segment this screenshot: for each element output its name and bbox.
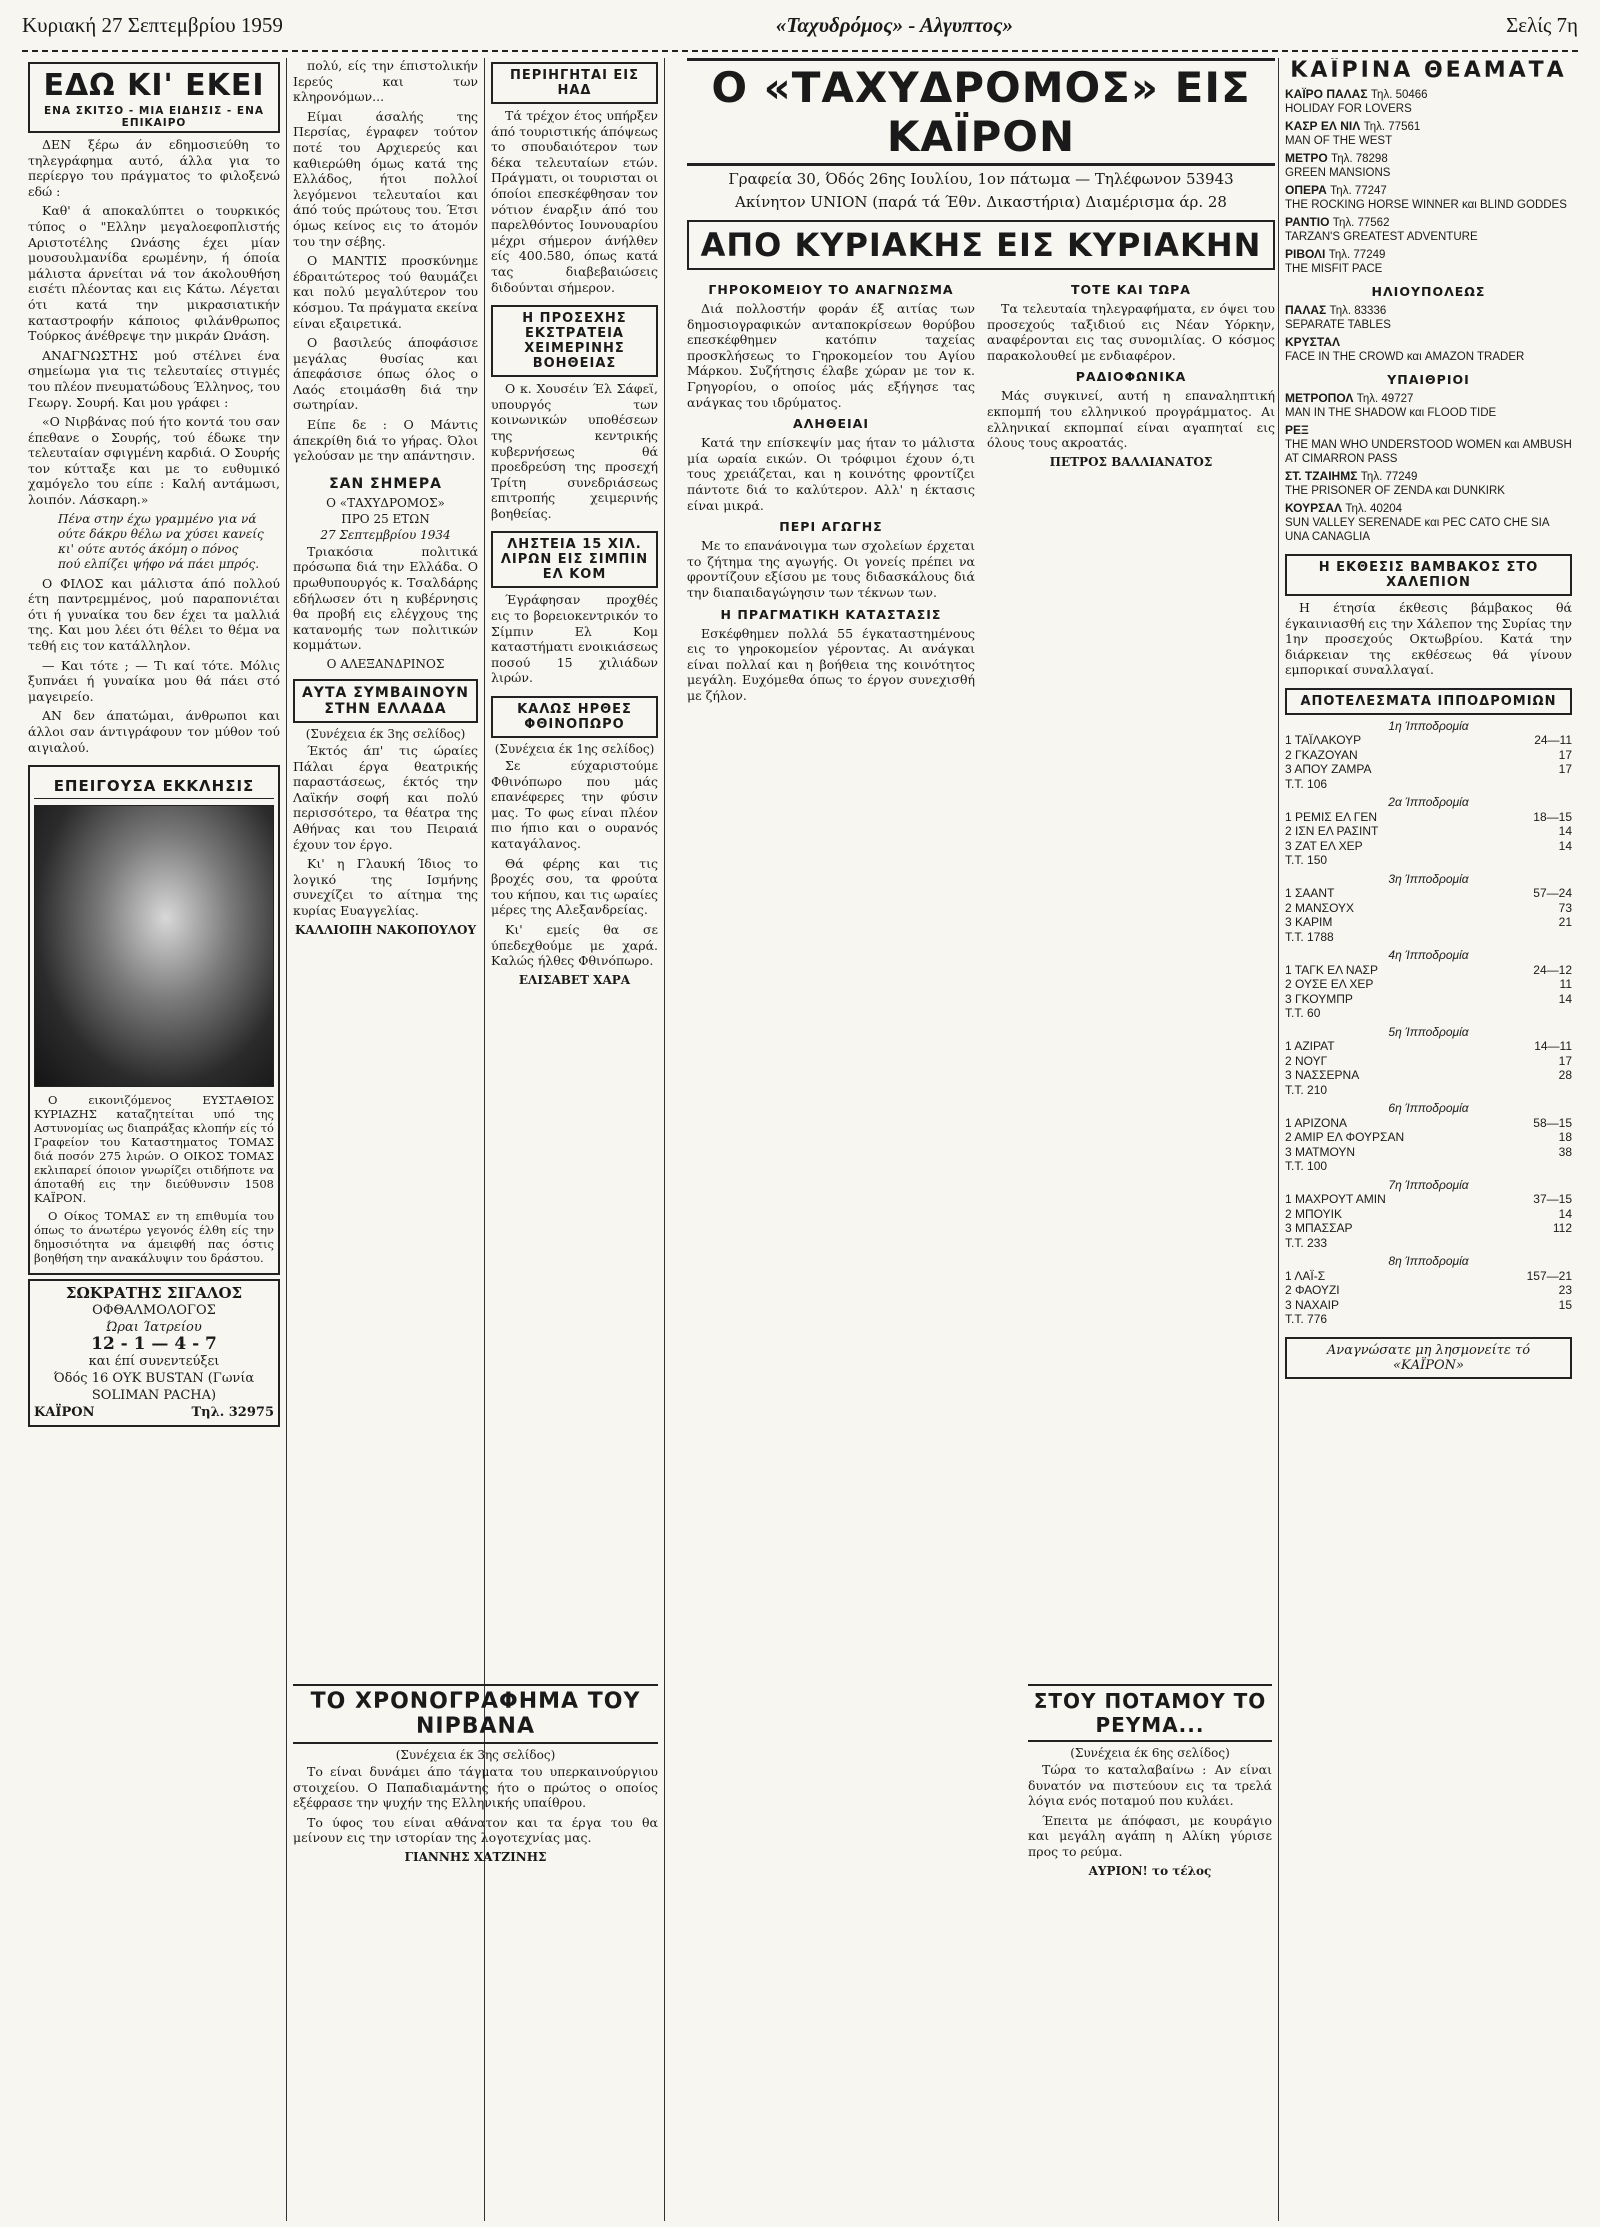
today-date: 27 Σεπτεμβρίου 1934 xyxy=(320,527,451,542)
poem xyxy=(28,512,280,572)
column-cinema xyxy=(1279,58,1578,2221)
ad-address: Όδός 16 ΟΥΚ BUSTAN (Γωνία SOLIMAN PACHA) xyxy=(53,1371,255,1404)
race-odds: 17 xyxy=(1558,762,1572,777)
race-odds: 17 xyxy=(1558,1053,1572,1068)
cinema-tel: Τηλ. 77561 xyxy=(1363,121,1421,133)
race-odds: 37—15 xyxy=(1533,1192,1572,1207)
race-horse: Τ.Τ. 210 xyxy=(1285,1082,1328,1097)
cinema-tel: Τηλ. 78298 xyxy=(1331,153,1388,165)
race-row xyxy=(1285,733,1572,748)
cinema-name-row xyxy=(1285,183,1572,198)
race-horse: 2 ΑΜΙΡ ΕΛ ΦΟΥΡΣΑΝ xyxy=(1285,1130,1405,1145)
article-paragraph: Έγράφησαν προχθές εις το βορειοκεντρικόν το Σίμπιν Ελ Κομ καταστήματι ενοικιάσεως ποσού 15 χιλιάδων λιρών. xyxy=(491,592,658,686)
article-paragraph: Διά πολλοστήν φοράν έξ αιτίας των δημοσιογραφικών ανταποκρίσεων θορύβου επεσκέφθημεν κατόπιν ταχείας προσκλήσεως το Γηροκομείον του Αγίου Μάρκου. Συζήτησις έλαβε χώραν με τον κ. Γρηγορίου, ο οποίος μάς εξήγησε τας ανάγκας του ιδρύματος. xyxy=(687,301,975,410)
article-paragraph: Ο ΦΙΛΟΣ και μάλιστα άπό πολλού έτη παντρεμμένος, μού παραπονιέται ότι ή γυναίκα του δεν έχει τα μαλλιά της. Και μου λέει ότι θέλει το θέμα να τεθή εις τον κατάλληλον. xyxy=(28,575,280,654)
race-odds: 11 xyxy=(1559,977,1572,992)
cinema-name: ΚΡΥΣΤΑΛ xyxy=(1285,335,1340,349)
race-heading: 3η Ίπποδρομία xyxy=(1388,871,1469,886)
section-heading: ΓΗΡΟΚΟΜΕΙΟΥ ΤΟ ΑΝΑΓΝΩΣΜΑ xyxy=(708,282,954,297)
race-odds: 14 xyxy=(1558,838,1572,853)
cinema-entry xyxy=(1285,303,1572,332)
race-row xyxy=(1285,1298,1572,1313)
article-paragraph: Τά τρέχον έτος υπήρξεν άπό τουριστικής άπόψεως το σπουδαιότερον των δέκα τελευταίων ετών. Πράγματι, οι τουρισται οι όποίοι επεσκέφθησαν τον νότιον έναρξιν άπό του παρελθόντος Ιουνουαρίου μέχρι σήμερον άνήλθεν είς 400.580, όπως κατά τας διαβεβαιώσεις διδούνται σήμερον. xyxy=(491,108,658,295)
cinema-name: ΡΕΞ xyxy=(1285,423,1309,437)
race-row xyxy=(1285,1207,1572,1222)
article-paragraph: Ο εικονιζόμενος ΕΥΣΤΑΘΙΟΣ ΚΥΡΙΑΖΗΣ καταζητείται υπό της Αστυνομίας ως διαπράξας κλοπήν είς τό Γραφείον του Καταστηματος ΤΟΜΑΣ διά ποσόν 275 λιρών. Ο ΟΙΚΟΣ ΤΟΜΑΣ εκλιπαρεί όποιον γνωρίζει οτιδήποτε να άποταθή εις την διεύθυνσιν 1508 ΚΑΪΡΟΝ. xyxy=(34,1093,274,1206)
cinema-film: MAN IN THE SHADOW και FLOOD TIDE xyxy=(1285,407,1497,419)
article-paragraph: πολύ, είς την έπιστολικήν Ιερεύς και των κληρονόμων... xyxy=(293,58,478,105)
cinema-entry xyxy=(1285,183,1572,212)
race-heading: 4η Ίπποδρομία xyxy=(1388,948,1469,963)
race-horse: 2 ΦΑΟΥΖΙ xyxy=(1285,1283,1340,1298)
today-sub2: ΠΡΟ 25 ΕΤΩΝ xyxy=(341,511,430,526)
race-horse: 3 ΝΑΣΣΕΡΝΑ xyxy=(1285,1068,1360,1083)
masthead-line2: Ακίνητον UNION (παρά τά Έθν. Δικαστήρια) Διαμέρισμα άρ. 28 xyxy=(735,193,1227,211)
race-odds: 58—15 xyxy=(1533,1115,1572,1130)
section-heading: ΡΑΔΙΟΦΩΝΙΚΑ xyxy=(1075,369,1187,385)
race-row xyxy=(1285,1006,1572,1021)
article-paragraph: Το ύφος του είναι αθάνατον και τα έργα του θα μείνουν εις την ιστορίαν της λογοτεχνίας μας. xyxy=(293,1814,658,1846)
cinema-entry xyxy=(1285,391,1572,420)
today-sub1: Ο «ΤΑΧΥΔΡΟΜΟΣ» xyxy=(326,495,445,510)
race-horse: 3 ΚΑΡΙΜ xyxy=(1285,915,1333,930)
article-paragraph: Τριακόσια πολιτικά πρόσωπα διά την Ελλάδα. Ο πρωθυπουργός κ. Τσαλδάρης εδήλωσεν ότι η κυβέρνησις θα προβή εις ελέγχους της κατανομής των πολιτικών κομμάτων. xyxy=(293,543,478,653)
race-odds: 14 xyxy=(1558,991,1572,1006)
race-horse: 2 ΟΥΣΕ ΕΛ ΧΕΡ xyxy=(1285,977,1374,992)
ad-role: ΟΦΘΑΛΜΟΛΟΓΟΣ xyxy=(92,1303,216,1319)
race-horse: 2 ΙΣΝ ΕΛ ΡΑΣΙΝΤ xyxy=(1285,824,1379,839)
ad-tel: Τηλ. 32975 xyxy=(191,1405,274,1421)
article-signature: ΕΛΙΣΑΒΕΤ ΧΑΡΑ xyxy=(518,972,631,987)
ad-hours: 12 - 1 — 4 - 7 xyxy=(91,1334,217,1355)
outdoor-title: ΥΠΑΙΘΡΙΟΙ xyxy=(1387,372,1470,387)
article-paragraph: Η έτησία έκθεσις βάμβακος θά έγκαινιασθή εις την Χάλεπον της Συρίας την 1ην προσεχούς Οκτωβρίου. Κατά την διάρκειαν της εκθέσεως θά γίνουν εμπορικαί συναλλαγαί. xyxy=(1285,600,1572,678)
race-row xyxy=(1285,1083,1572,1098)
cinema-name-row xyxy=(1285,247,1572,262)
race-odds: 112 xyxy=(1552,1221,1572,1236)
race-horse: Τ.Τ. 1788 xyxy=(1285,929,1334,944)
race-horse: Τ.Τ. 233 xyxy=(1285,1235,1328,1250)
race-horse: 3 ΓΚΟΥΜΠΡ xyxy=(1285,991,1353,1006)
cinema-name-row xyxy=(1285,215,1572,230)
race-heading: 7η Ίπποδρομία xyxy=(1388,1177,1469,1192)
cinema-name-row xyxy=(1285,335,1572,350)
cinema-film: FACE IN THE CROWD και AMAZON TRADER xyxy=(1285,351,1525,363)
cinema-tel: Τηλ. 49727 xyxy=(1356,393,1414,405)
cinema-tel: Τηλ. 77249 xyxy=(1328,249,1386,261)
race-heading: 5η Ίπποδρομία xyxy=(1388,1024,1469,1039)
ad-name: ΣΩΚΡΑΤΗΣ ΣΙΓΑΛΟΣ xyxy=(65,1284,243,1303)
race-horse: 1 ΜΑΧΡΟΥΤ ΑΜΙΝ xyxy=(1285,1192,1386,1207)
cinema-name-row xyxy=(1285,87,1572,102)
sunday-title: ΑΠΟ ΚΥΡΙΑΚΗΣ ΕΙΣ ΚΥΡΙΑΚΗΝ xyxy=(687,220,1275,270)
article-paragraph: Με το επανάνοιγμα των σχολείων έρχεται το ζήτημα της αγωγής. Οι γονείς πρέπει να φροντίζουν εξίσου με τους διδασκάλους διά την διαπαιδαγώγησιν των τέκνων των. xyxy=(687,538,975,600)
article-paragraph: «Ο Νιρβάνας πού ήτο κοντά του σαν έπεθανε ο Σουρής, τού έδωκε την τελευταίαν σφιγμένη καρδιά. Ο Σουρής τον κύτταξε και με το ευθυμικό χαμόγελο του είπε : Καλή αντάμωσι, λοιπόν. Λάσκαρη.» xyxy=(28,414,280,508)
cinema-name: ΚΑΣΡ ΕΛ ΝΙΛ xyxy=(1285,119,1364,133)
suspect-photo xyxy=(34,805,274,1087)
cinema-entry xyxy=(1285,423,1572,466)
cinema-name: ΡΙΒΟΛΙ xyxy=(1285,247,1329,261)
race-row xyxy=(1285,1145,1572,1160)
race-row xyxy=(1285,886,1572,901)
cinema-tel: Τηλ. 77249 xyxy=(1360,471,1418,483)
race-odds: 38 xyxy=(1558,1144,1572,1159)
outdoor-list xyxy=(1285,391,1572,544)
article-paragraph: Ο κ. Χουσέιν Έλ Σάφεϊ, υπουργός των κοινωνικών υποθέσεων της κεντρικής κυβερνήσεως θά προεδρεύση της προσεχή Τρίτη συνεδριάσεως επιτροπής χειμερινής βοηθείας. xyxy=(491,381,658,521)
cinema-name-row xyxy=(1285,303,1572,318)
race-row xyxy=(1285,1192,1572,1207)
cinema-film: TARZAN'S GREATEST ADVENTURE xyxy=(1285,231,1478,243)
race-row xyxy=(1285,1312,1572,1327)
race-horse: 1 ΤΑΓΚ ΕΛ ΝΑΣΡ xyxy=(1285,962,1378,977)
header-page: Σελίς 7η xyxy=(1506,12,1578,37)
section-heading: ΤΟΤΕ ΚΑΙ ΤΩΡΑ xyxy=(1071,282,1191,297)
article-paragraph: ΔΕΝ ξέρω άν εδημοσιεύθη το τηλεγράφημα αυτό, άλλα για το περίεργο του πράγματος το φιλοξενώ εδώ : xyxy=(28,137,280,199)
river-title: ΣΤΟΥ ΠΟΤΑΜΟΥ ΤΟ ΡΕΥΜΑ... xyxy=(1028,1684,1272,1742)
section-heading: ΠΕΡΙ ΑΓΩΓΗΣ xyxy=(779,519,883,535)
greece-article-title: ΑΥΤΑ ΣΥΜΒΑΙΝΟΥΝ ΣΤΗΝ ΕΛΛΑΔΑ xyxy=(301,685,470,717)
race-horse: 3 ΜΠΑΣΣΑΡ xyxy=(1285,1221,1353,1236)
robbery-title: ΛΗΣΤΕΙΑ 15 ΧΙΛ. ΛΙΡΩΝ ΕΙΣ ΣΙΜΠΙΝ ΕΛ ΚΟΜ xyxy=(500,537,649,583)
page-header xyxy=(22,0,1578,52)
races-title: ΑΠΟΤΕΛΕΣΜΑΤΑ ΙΠΠΟΔΡΟΜΙΩΝ xyxy=(1300,693,1557,709)
winter-aid-title: Η ΠΡΟΣΕΧΗΣ ΕΚΣΤΡΑΤΕΙΑ ΧΕΙΜΕΡΙΝΗΣ ΒΟΗΘΕΙΑΣ xyxy=(522,311,627,372)
columns xyxy=(22,58,1578,2221)
race-odds: 21 xyxy=(1558,915,1572,930)
article-paragraph: Ο ΜΑΝΤΙΣ προσκύνημε έδραιτώτερος τού θαυμάζει και πολύ μεγαλύτερον του κόσμου. Τα πράγματα εκείνα είναι εξαιρετικά. xyxy=(293,253,478,331)
cinema-name: ΜΕΤΡΟΠΟΛ xyxy=(1285,391,1357,405)
edo-subtitle: ΕΝΑ ΣΚΙΤΣΟ - ΜΙΑ ΕΙΔΗΣΙΣ - ΕΝΑ ΕΠΙΚΑΙΡΟ xyxy=(43,105,265,129)
race-heading: 6η Ίπποδρομία xyxy=(1388,1101,1469,1116)
tourists-title: ΠΕΡΙΗΓΗΤΑΙ ΕΙΣ ΗΑΔ xyxy=(509,68,640,98)
race-row xyxy=(1285,1221,1572,1236)
helio-list xyxy=(1285,303,1572,364)
article-signature: ΠΕΤΡΟΣ ΒΑΛΛΙΑΝΑΤΟΣ xyxy=(1049,454,1213,469)
race-horse: 1 ΑΖΙΡΑΤ xyxy=(1285,1039,1335,1054)
cinema-film: THE MAN WHO UNDERSTOOD WOMEN και AMBUSH AT CIMARRON PASS xyxy=(1285,439,1572,465)
race-horse: 1 ΤΑΪΛΑΚΟΥΡ xyxy=(1285,733,1362,748)
cinema-name: ΡΑΝΤΙΟ xyxy=(1285,215,1333,229)
race-row xyxy=(1285,762,1572,777)
cinema-entry xyxy=(1285,469,1572,498)
cinema-entry xyxy=(1285,335,1572,364)
race-row xyxy=(1285,853,1572,868)
autumn-title: ΚΑΛΩΣ ΗΡΘΕΣ ΦΘΙΝΟΠΩΡΟ xyxy=(517,702,632,733)
continuation-note: (Συνέχεια έκ 3ης σελίδος) xyxy=(305,727,466,741)
cinema-name: ΣΤ. ΤΖΑΙΗΜΣ xyxy=(1285,469,1361,483)
race-row xyxy=(1285,1130,1572,1145)
race-horse: 2 ΜΠΟΥΙΚ xyxy=(1285,1206,1342,1221)
poem-line: Πένα στην έχω γραμμένο για νά xyxy=(58,511,257,526)
cinema-name-row xyxy=(1285,423,1572,438)
race-odds: 14 xyxy=(1558,1206,1572,1221)
section-heading: Η ΠΡΑΓΜΑΤΙΚΗ ΚΑΤΑΣΤΑΣΙΣ xyxy=(720,606,942,622)
poem-line: πού ελπίζει ψήφο νά πάει μπρός. xyxy=(58,556,260,571)
cinema-name: ΚΟΥΡΣΑΛ xyxy=(1285,501,1346,515)
urgent-appeal-box xyxy=(28,765,280,1275)
race-results xyxy=(1285,719,1572,1327)
race-row xyxy=(1285,930,1572,945)
poem-line: ούτε δάκρυ θέλω να χύσει κανείς xyxy=(58,526,264,541)
race-horse: 3 ΑΠΟΥ ΖΑΜΡΑ xyxy=(1285,762,1372,777)
column-rule xyxy=(664,58,665,2221)
cinema-tel: Τηλ. 77247 xyxy=(1330,185,1387,197)
race-horse: 3 ΜΑΤΜΟΥΝ xyxy=(1285,1144,1356,1159)
article-paragraph: — Και τότε ; — Τι καί τότε. Μόλις ξυπνάει ή γυναίκα μου θά πάει στό μαγειρείο. xyxy=(28,657,280,704)
race-row xyxy=(1285,810,1572,825)
cinema-name-row xyxy=(1285,119,1572,134)
cinema-tel: Τηλ. 50466 xyxy=(1370,89,1428,101)
article-paragraph: Τώρα το καταλαβαίνω : Αν είναι δυνατόν να πιστεύουν εις τα τρελά λόγια ενός ποταμού που κυλάει. xyxy=(1028,1762,1272,1809)
race-row xyxy=(1285,1039,1572,1054)
race-row xyxy=(1285,1068,1572,1083)
doctor-ad xyxy=(28,1279,280,1427)
cinema-name-row xyxy=(1285,391,1572,406)
article-paragraph: Ο Οίκος ΤΟΜΑΣ εν τη επιθυμία του όπως το άνωτέρω γεγονός έλθη είς την δημοσιότητα να άμειφθή πας όστις βοηθήση την ανακάλυψιν του δράστου. xyxy=(34,1209,274,1266)
race-horse: Τ.Τ. 776 xyxy=(1285,1312,1328,1327)
header-date: Κυριακή 27 Σεπτεμβρίου 1959 xyxy=(22,12,283,37)
article-signature: ΓΙΑΝΝΗΣ ΧΑΤΖΙΝΗΣ xyxy=(404,1849,547,1864)
race-row xyxy=(1285,1159,1572,1174)
article-paragraph: Σε εύχαριστούμε Φθινόπωρο που μάς επανέφερες την φύσιν μας. Το φως είναι πλέον πιο ήπιο και ο ουρανός καταγάλανος. xyxy=(491,758,658,851)
continuation-note: (Συνέχεια έκ 1ης σελίδος) xyxy=(494,742,655,757)
race-odds: 24—11 xyxy=(1534,733,1572,748)
race-heading: 2α Ίπποδρομία xyxy=(1388,795,1469,810)
race-horse: 1 ΡΕΜΙΣ ΕΛ ΓΕΝ xyxy=(1285,809,1378,824)
cinema-entry xyxy=(1285,151,1572,180)
cinema-entry xyxy=(1285,87,1572,116)
race-row xyxy=(1285,748,1572,763)
race-horse: 3 ΝΑΧΑΙΡ xyxy=(1285,1297,1340,1312)
section-heading: ΑΛΗΘΕΙΑΙ xyxy=(793,416,869,432)
race-row xyxy=(1285,901,1572,916)
cinema-film: GREEN MANSIONS xyxy=(1285,167,1391,179)
masthead-title: Ο «ΤΑΧΥΔΡΟΜΟΣ» ΕΙΣ ΚΑΪΡΟΝ xyxy=(687,58,1275,166)
nirvana-title: ΤΟ ΧΡΟΝΟΓΡΑΦΗΜΑ ΤΟΥ ΝΙΡΒΑΝΑ xyxy=(293,1684,658,1744)
cinema-film: HOLIDAY FOR LOVERS xyxy=(1285,103,1412,115)
article-paragraph: ΑΝΑΓΝΩΣΤΗΣ μού στέλνει ένα σημείωμα για τις τελευταίες στιγμές του πλέον πνευματώδους Έλληνος, του Γεωργ. Σουρή. Και μου γράφει : xyxy=(28,347,280,410)
race-horse: 2 ΓΚΑΖΟΥΑΝ xyxy=(1285,747,1358,762)
race-odds: 17 xyxy=(1558,747,1572,762)
article-signature: ΑΥΡΙΟΝ! το τέλος xyxy=(1088,1863,1212,1878)
race-row xyxy=(1285,1269,1572,1284)
cinema-tel: Τηλ. 83336 xyxy=(1329,305,1387,317)
race-row xyxy=(1285,777,1572,792)
helio-title: ΗΛΙΟΥΠΟΛΕΩΣ xyxy=(1371,284,1486,299)
race-odds: 14—11 xyxy=(1534,1039,1572,1054)
race-odds: 24—12 xyxy=(1533,962,1572,977)
article-paragraph: Μάς συγκινεί, αυτή η επαναληπτική εκπομπή του ελληνικού προγράμματος. Αι ελληνικαί εκπομπαί είναι αγαπηταί εις όλους τους ακροατάς. xyxy=(987,388,1275,451)
article-paragraph: Ο βασιλεύς άποφάσισε μεγάλας θυσίας και άπεφάσισε όπως όλος ο Λαός ετοιμάσθη διά την σωτηρίαν. xyxy=(293,335,478,413)
cinema-name: ΚΑΪΡΟ ΠΑΛΑΣ xyxy=(1285,87,1371,101)
cinema-list xyxy=(1285,87,1572,276)
masthead xyxy=(687,58,1275,707)
race-horse: 1 ΑΡΙΖΟΝΑ xyxy=(1285,1115,1348,1130)
race-odds: 18—15 xyxy=(1533,809,1572,824)
race-odds: 14 xyxy=(1558,824,1572,839)
masthead-line1: Γραφεία 30, Όδός 26ης Ιουλίου, 1ον πάτωμα — Τηλέφωνον 53943 xyxy=(728,170,1234,188)
ad-city: ΚΑΪΡΟΝ xyxy=(34,1405,95,1421)
race-horse: Τ.Τ. 100 xyxy=(1285,1159,1328,1174)
cinema-film: SUN VALLEY SERENADE και PEC CATO CHE SIA UNA CANAGLIA xyxy=(1285,517,1549,543)
article-paragraph: Κατά την επίσκεψίν μας ήταν το μάλιστα μία ωραία εικών. Οι τρόφιμοι έχουν ό,τι τους χρειάζεται, και η κοινότης φροντίζει πάντοτε διά το καλύτερον. Αλλ' η έκτασις είναι μικρά. xyxy=(687,435,975,513)
today-signature: Ο ΑΛΕΞΑΝΔΡΙΝΟΣ xyxy=(326,657,445,671)
cinema-name: ΠΑΛΑΣ xyxy=(1285,303,1330,317)
poem-line: κι' ούτε αυτός άκόμη ο πόνος xyxy=(58,541,239,556)
article-paragraph: Είμαι άσαλής της Περσίας, έγραφεν τούτον ποτέ του Αρχιερεύς και καθιερώθη όμως κατά της Ελλάδος, ήτοι πολλοί λεγόμενοι τελευταίοι και άπό τούς πρώτους του. Έτσι όμως κείνος εις το άτομόν του την σέβης. xyxy=(293,108,478,249)
race-horse: 3 ΖΑΤ ΕΛ ΧΕΡ xyxy=(1285,838,1363,853)
today-title: ΣΑΝ ΣΗΜΕΡΑ xyxy=(329,475,442,492)
race-row xyxy=(1285,963,1572,978)
ad-note: και έπί συνεντεύξει xyxy=(88,1354,220,1370)
article-paragraph: Είπε δε : Ο Μάντις άπεκρίθη διά το γήρας. Όλοι γελούσαν με την απάντησιν. xyxy=(293,417,478,464)
article-paragraph: Καθ' ά αποκαλύπτει ο τουρκικός τύπος ο "Ελλην μεγαλοεφοπλιστής Αριστοτέλης Ωνάσης έχει μίαν μουσουλμανίδα ερωμένην, ή όποία μάλιστα άρνείται νά τον άκολουθήση εισέτι πλέοντας και εις Κάτω. Λέγεται ότι κατά την μικρασιατικήν καταστροφήν κάποιος φιλάνθρωπος Τούρκος άνέθρεψε την μικράν Ωνάση. xyxy=(28,203,280,344)
race-row xyxy=(1285,1283,1572,1298)
race-row xyxy=(1285,1116,1572,1131)
cinema-tel: Τηλ. 40204 xyxy=(1345,503,1403,515)
continuation-note: (Συνέχεια έκ 3ης σελίδος) xyxy=(395,1748,556,1762)
race-odds: 15 xyxy=(1558,1297,1572,1312)
edo-title: ΕΔΩ ΚΙ' ΕΚΕΙ xyxy=(43,68,265,103)
race-row xyxy=(1285,915,1572,930)
race-heading: 1η Ίπποδρομία xyxy=(1388,718,1469,733)
article-paragraph: Κι' εμείς θα σε ύπεδεχθούμε με χαρά. Καλώς ήλθες Φθινόπωρο. xyxy=(491,921,658,969)
race-row xyxy=(1285,1236,1572,1251)
article-paragraph: Εσκέφθημεν πολλά 55 έγκαταστημένους εις το γηροκομείον γέροντας. Αι ανάγκαι είναι πολλαί και η βοήθεια της κοινότητος μεγάλη. Ευχόμεθα όπως το έργον συνεχισθή με ζήλον. xyxy=(687,625,975,703)
race-horse: Τ.Τ. 106 xyxy=(1285,776,1328,791)
article-paragraph: Έκτός άπ' τις ώραίες Πάλαι έργα θεατρικής παραστάσεως, έκτός την Λαϊκήν σοφή και πολύ περισσότερο, τα θέατρα της Αθήνας και του Πειραιά έχουν τον έργο. xyxy=(293,743,478,852)
race-odds: 157—21 xyxy=(1526,1268,1572,1283)
article-paragraph: Τα τελευταία τηλεγραφήματα, εν όψει του προσεχούς ταξιδιού εις Νέαν Υόρκην, αναφέρονται εις τας συνομιλίας. Ο κόσμος παρακολουθεί με ενδιαφέρον. xyxy=(987,301,1275,363)
race-odds: 57—24 xyxy=(1533,886,1572,901)
cinema-name: ΟΠΕΡΑ xyxy=(1285,183,1331,197)
race-horse: 1 ΣΑΑΝΤ xyxy=(1285,886,1335,901)
cinema-film: THE MISFIT PACE xyxy=(1285,263,1383,275)
article-paragraph: ΑΝ δεν άπατώμαι, άνθρωποι και άλλοι σαν άντιγράφουν τον μύθον τού αιγιαλού. xyxy=(28,708,280,755)
cinema-film: THE PRISONER OF ZENDA και DUNKIRK xyxy=(1285,485,1505,497)
article-paragraph: Έπειτα με άπόφασι, με κουράγιο και μεγάλη αγάπη η Αλίκη γύρισε προς το ρεύμα. xyxy=(1028,1812,1272,1859)
cinema-name: ΜΕΤΡΟ xyxy=(1285,151,1332,165)
cinema-entry xyxy=(1285,215,1572,244)
cotton-expo-title: Η ΕΚΘΕΣΙΣ ΒΑΜΒΑΚΟΣ ΣΤΟ ΧΑΛΕΠΙΟΝ xyxy=(1318,560,1539,590)
river-article xyxy=(1022,1678,1278,2221)
article-signature: ΚΑΛΛΙΟΠΗ ΝΑΚΟΠΟΥΛΟΥ xyxy=(294,922,477,937)
race-odds: 28 xyxy=(1558,1068,1572,1083)
cinema-entry xyxy=(1285,247,1572,276)
race-row xyxy=(1285,839,1572,854)
cinema-title: ΚΑΪΡΙΝΑ ΘΕΑΜΑΤΑ xyxy=(1290,58,1567,83)
article-paragraph: Θά φέρης και τις βροχές σου, τα φρούτα του κήπου, και τις ωραίες μέρες της Αλεξανδρείας. xyxy=(491,855,658,918)
cinema-name-row xyxy=(1285,151,1572,166)
header-paper: «Ταχυδρόμος» - Αλγυπτος» xyxy=(775,12,1014,37)
nirvana-article xyxy=(287,1678,664,2221)
race-row xyxy=(1285,992,1572,1007)
cinema-entry xyxy=(1285,119,1572,148)
article-paragraph: Το είναι δυνάμει άπο τάγματα του υπερκαινούργιου στοιχείου. Ο Παπαδιαμάντης ήτο ο πρώτος ο οποίος εξέφρασε την ψυχήν της Ελληνικής υπαίθρου. xyxy=(293,1764,658,1811)
race-odds: 73 xyxy=(1558,900,1572,915)
column-edo-ki-ekei xyxy=(22,58,286,2221)
race-row xyxy=(1285,824,1572,839)
race-row xyxy=(1285,1054,1572,1069)
race-horse: 1 ΛΑΪ-Σ xyxy=(1285,1268,1326,1283)
cinema-name-row xyxy=(1285,469,1572,484)
cinema-tel: Τηλ. 77562 xyxy=(1332,217,1390,229)
continuation-note: (Συνέχεια έκ 6ης σελίδος) xyxy=(1070,1746,1230,1760)
footer-note: Αναγνώσατε μη λησμονείτε τό «ΚΑΪΡΟΝ» xyxy=(1285,1337,1572,1379)
cinema-name-row xyxy=(1285,501,1572,516)
ad-hours-label: Ώραι Ίατρείου xyxy=(106,1320,202,1336)
race-odds: 18 xyxy=(1558,1130,1572,1145)
race-horse: Τ.Τ. 150 xyxy=(1285,853,1328,868)
cinema-film: SEPARATE TABLES xyxy=(1285,319,1391,331)
race-odds: 23 xyxy=(1558,1283,1572,1298)
race-row xyxy=(1285,977,1572,992)
article-paragraph: Κι' η Γλαυκή Ίδιος το λογικό της Ισμήνης συνεχίζει το αίτημα της κυρίας Ευαγγελίας. xyxy=(293,856,478,918)
race-heading: 8η Ίπποδρομία xyxy=(1388,1254,1469,1269)
cinema-film: MAN OF THE WEST xyxy=(1285,135,1393,147)
urgent-appeal-title: ΕΠΕΙΓΟΥΣΑ ΕΚΚΛΗΣΙΣ xyxy=(34,777,274,799)
race-horse: Τ.Τ. 60 xyxy=(1285,1006,1321,1021)
cinema-film: THE ROCKING HORSE WINNER και BLIND GODDES xyxy=(1285,199,1567,211)
cinema-entry xyxy=(1285,501,1572,544)
race-horse: 2 ΝΟΥΓ xyxy=(1285,1053,1328,1068)
race-horse: 2 ΜΑΝΣΟΥΧ xyxy=(1285,900,1355,915)
